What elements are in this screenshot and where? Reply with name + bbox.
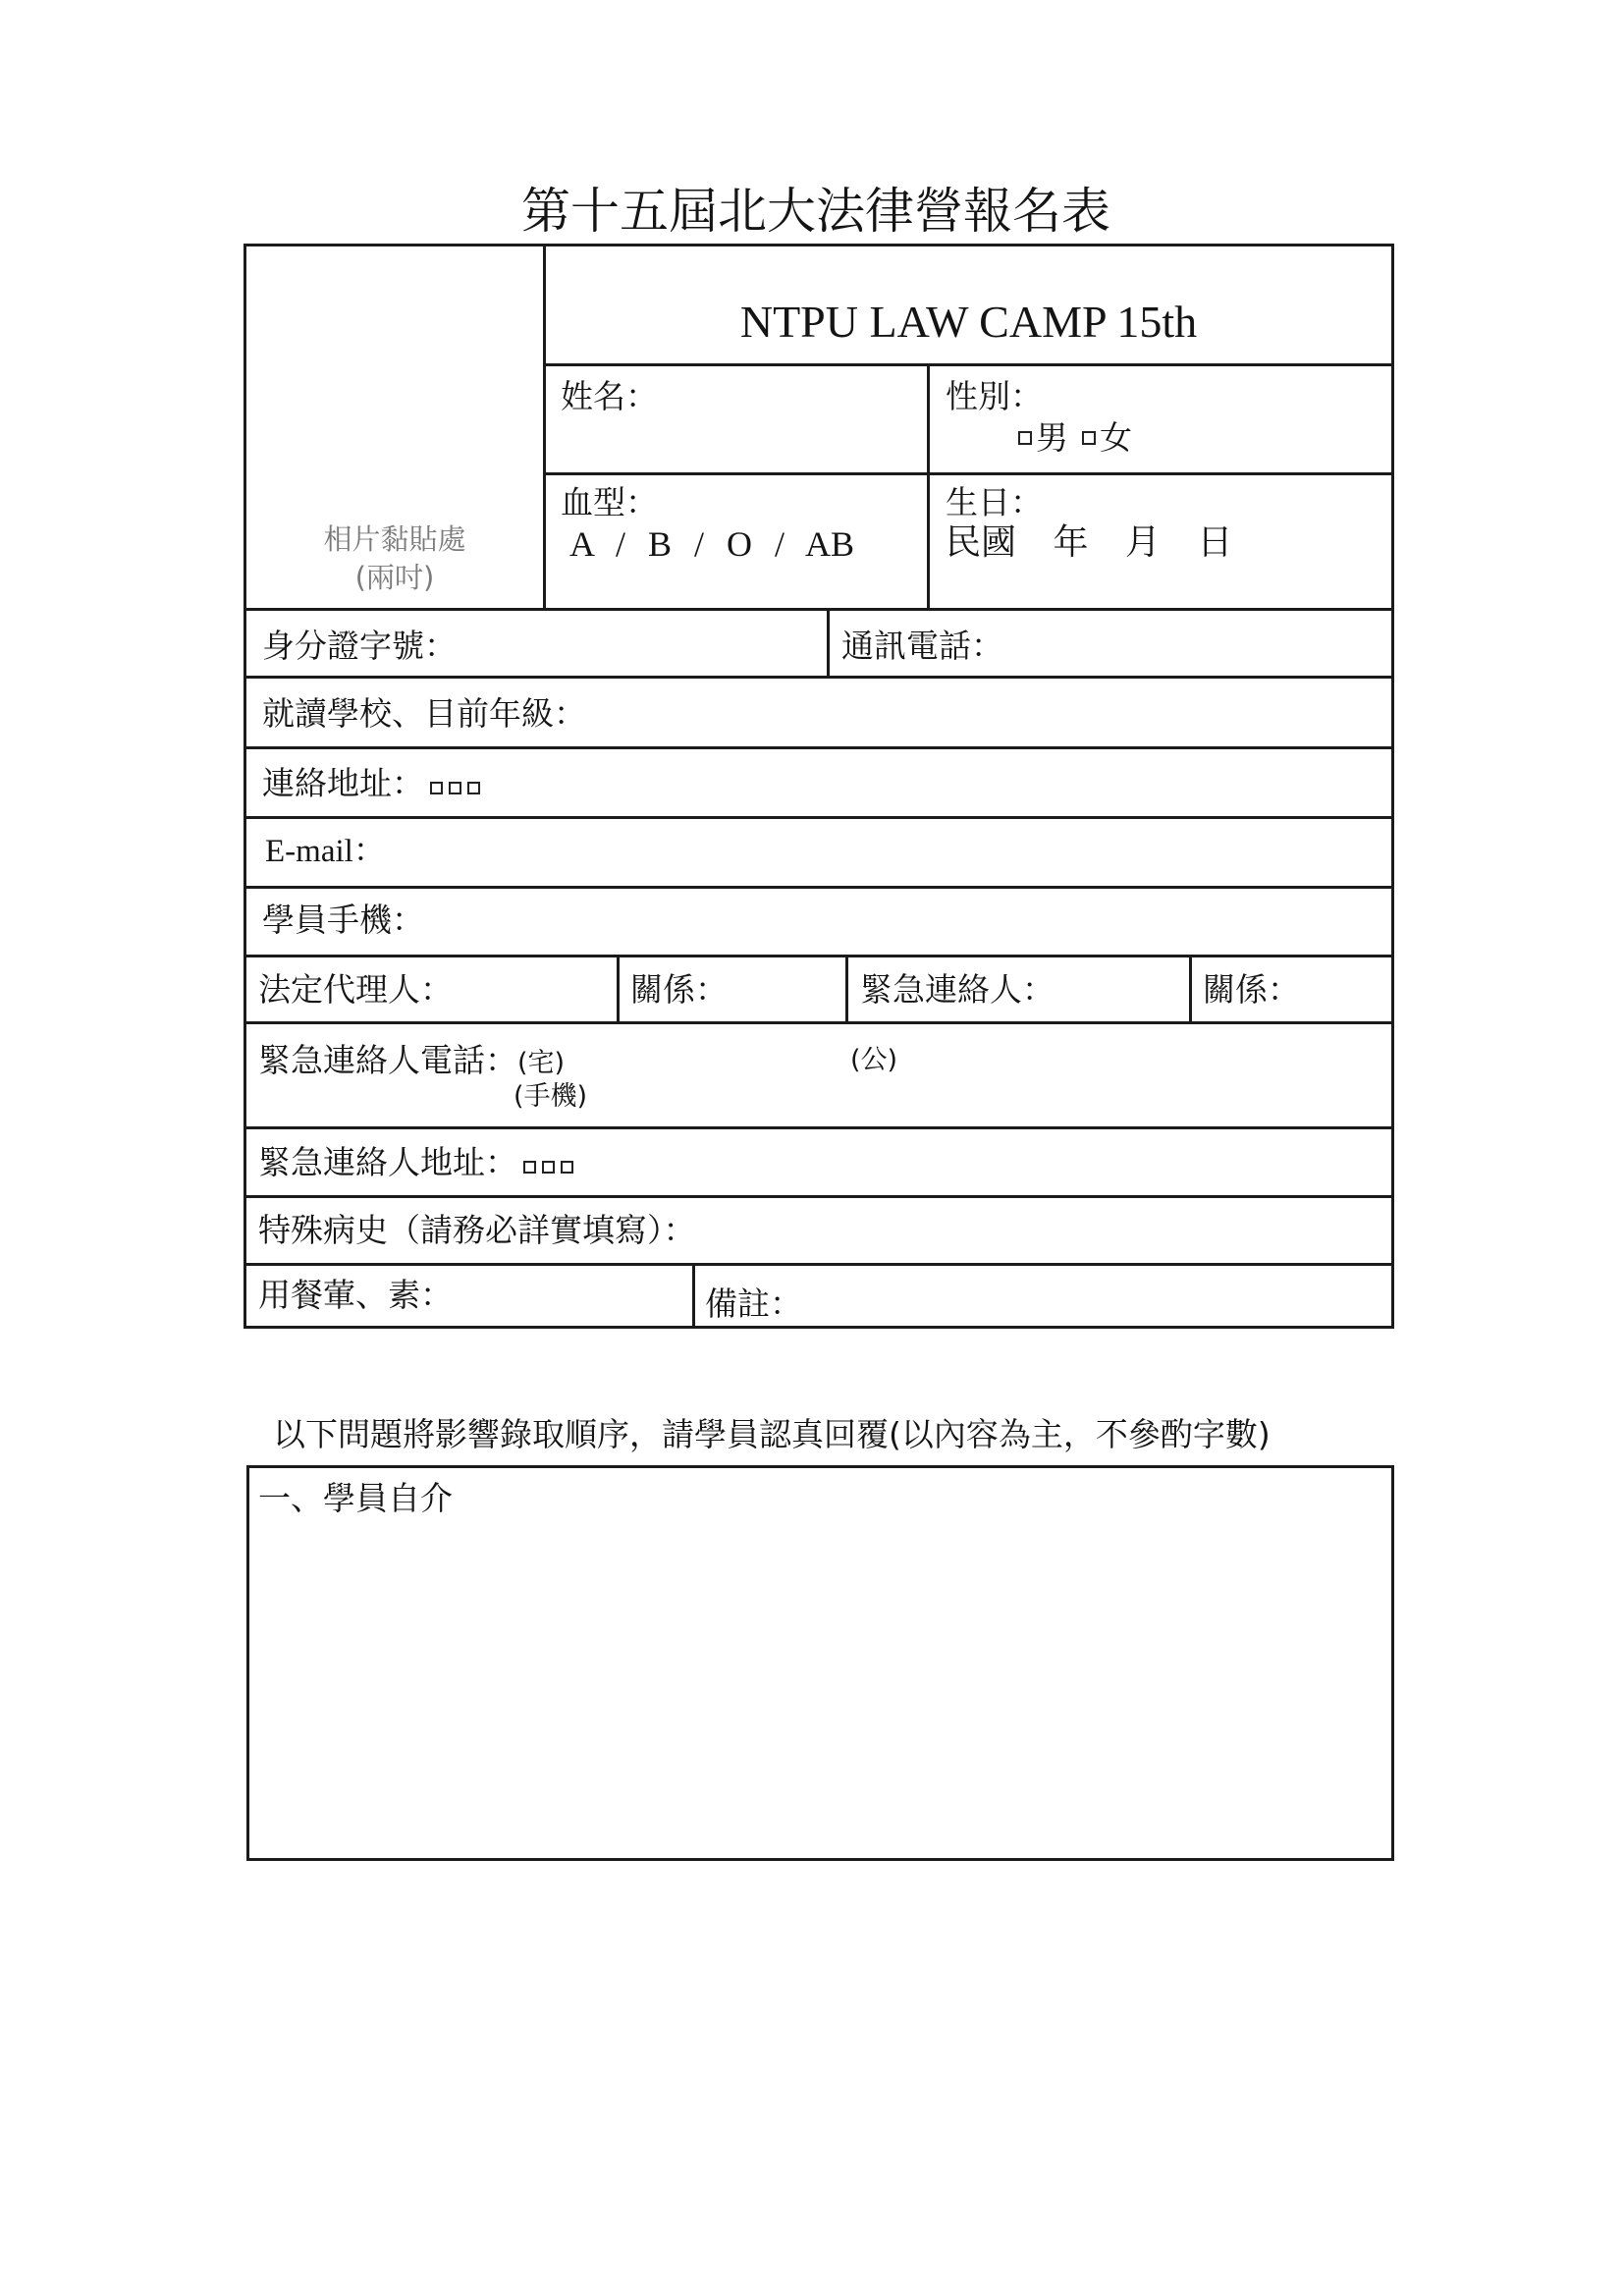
school-label: 就讀學校、目前年級： bbox=[262, 694, 586, 733]
questions-instruction: 以下問題將影響錄取順序，請學員認真回覆(以內容為主，不參酌字數) bbox=[273, 1415, 1271, 1453]
contact-phone-cell bbox=[827, 608, 1394, 679]
camp-name: NTPU LAW CAMP 15th bbox=[739, 297, 1198, 347]
gender-label: 性別： bbox=[946, 377, 1043, 415]
male-checkbox bbox=[1018, 431, 1032, 445]
id-number-label: 身分證字號： bbox=[262, 627, 457, 665]
emergency-address-label: 緊急連絡人地址： bbox=[258, 1143, 517, 1181]
gender-cell bbox=[927, 363, 1394, 475]
guardian-relation-label: 關係： bbox=[630, 970, 728, 1009]
mobile-label: 學員手機： bbox=[262, 901, 424, 939]
birthday-cell bbox=[927, 472, 1394, 611]
name-cell bbox=[543, 363, 930, 475]
email-label: E-mail： bbox=[265, 834, 386, 869]
emergency-contact-label: 緊急連絡人： bbox=[860, 970, 1055, 1009]
emergency-contact-cell bbox=[845, 955, 1192, 1024]
female-checkbox bbox=[1082, 431, 1096, 445]
form-title: 第十五屆北大法律營報名表 bbox=[521, 183, 1110, 240]
camp-header-cell bbox=[543, 244, 1394, 366]
gender-options bbox=[1018, 418, 1132, 457]
guardian-relation-cell bbox=[617, 955, 848, 1024]
photo-placeholder-label: 相片黏貼處 bbox=[323, 522, 466, 556]
emergency-phone-row bbox=[243, 1021, 1394, 1129]
female-option-label: 女 bbox=[1100, 418, 1132, 457]
postal-code-box bbox=[430, 782, 443, 794]
photo-cell bbox=[243, 244, 546, 611]
name-label: 姓名： bbox=[561, 377, 658, 415]
id-number-cell bbox=[243, 608, 830, 679]
address-field bbox=[262, 764, 480, 802]
birthday-format: 民國 年 月 日 bbox=[946, 522, 1233, 563]
male-option-label: 男 bbox=[1036, 418, 1068, 457]
meal-cell bbox=[243, 1263, 695, 1329]
postal-code-box bbox=[449, 782, 461, 794]
mobile-phone-label: (手機) bbox=[514, 1081, 588, 1112]
postal-code-box bbox=[561, 1161, 573, 1174]
meal-label: 用餐葷、素： bbox=[258, 1276, 453, 1314]
emergency-relation-label: 關係： bbox=[1203, 970, 1300, 1009]
blood-type-cell bbox=[543, 472, 930, 611]
photo-size-label: (兩吋) bbox=[354, 561, 435, 594]
birthday-label: 生日： bbox=[946, 483, 1043, 521]
mobile-row bbox=[243, 886, 1394, 957]
blood-type-label: 血型： bbox=[561, 483, 658, 521]
self-intro-label: 一、學員自介 bbox=[258, 1479, 453, 1517]
guardian-cell bbox=[243, 955, 620, 1024]
medical-history-label: 特殊病史（請務必詳實填寫）： bbox=[258, 1211, 696, 1249]
address-label: 連絡地址： bbox=[262, 764, 424, 802]
emergency-relation-cell bbox=[1189, 955, 1394, 1024]
remarks-label: 備註： bbox=[705, 1285, 802, 1323]
medical-history-row bbox=[243, 1195, 1394, 1266]
postal-code-box bbox=[523, 1161, 536, 1174]
contact-phone-label: 通訊電話： bbox=[841, 627, 1003, 665]
office-phone-label: (公) bbox=[850, 1045, 898, 1075]
home-phone-label: (宅) bbox=[517, 1048, 566, 1078]
school-row bbox=[243, 676, 1394, 749]
emergency-address-field bbox=[258, 1143, 573, 1181]
emergency-phone-label: 緊急連絡人電話： bbox=[258, 1041, 517, 1079]
blood-type-options: A / B / O / AB bbox=[569, 524, 855, 564]
email-row bbox=[243, 816, 1394, 889]
guardian-label: 法定代理人： bbox=[258, 970, 453, 1009]
postal-code-box bbox=[467, 782, 480, 794]
remarks-cell bbox=[692, 1263, 1394, 1329]
self-intro-box bbox=[246, 1465, 1394, 1861]
address-row bbox=[243, 746, 1394, 819]
emergency-phone-field bbox=[258, 1041, 566, 1079]
emergency-address-row bbox=[243, 1126, 1394, 1198]
postal-code-box bbox=[542, 1161, 555, 1174]
